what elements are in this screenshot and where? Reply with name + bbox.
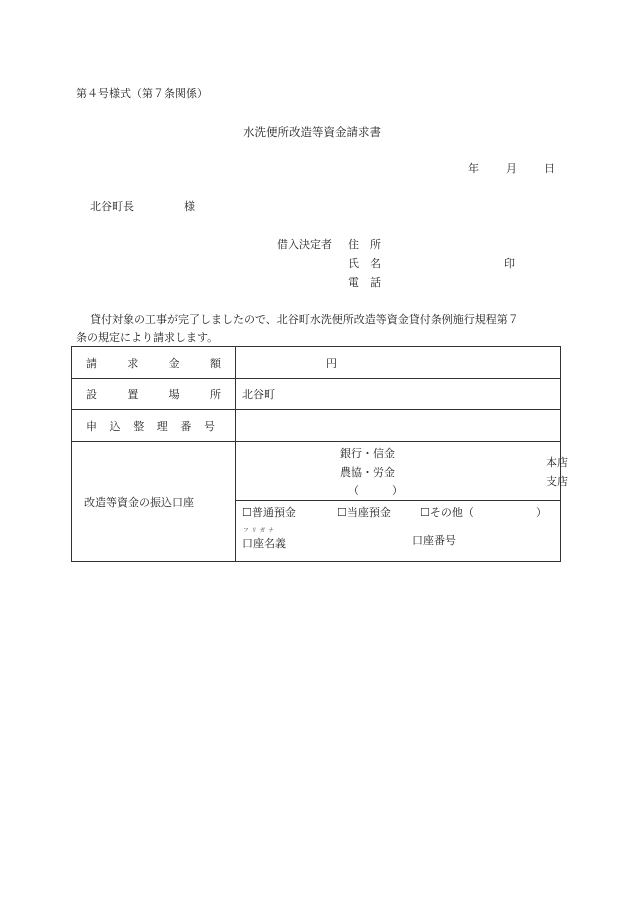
application-number-label-char: 番 xyxy=(180,419,192,433)
application-number-label-char: 理 xyxy=(156,419,168,433)
application-number-label-cell xyxy=(72,410,236,442)
account-number-label: 口座番号 xyxy=(412,534,456,547)
date-line xyxy=(468,160,555,176)
account-name-label: 口座名義 xyxy=(242,537,286,550)
requester-name-label: 氏 名 xyxy=(348,257,381,270)
bank-type-line3: （ ） xyxy=(348,484,403,497)
location-label-cell xyxy=(72,379,236,410)
bank-type-line1: 銀行・信金 xyxy=(340,447,395,460)
account-label-cell xyxy=(72,442,236,562)
branch-head: 本店 xyxy=(546,456,568,469)
form-number: 第４号様式（第７条関係） xyxy=(76,87,208,100)
application-number-label-char: 号 xyxy=(203,419,215,433)
document-title: 水洗便所改造等資金請求書 xyxy=(243,125,381,139)
date-year: 年 xyxy=(468,162,479,175)
application-number-label-char: 整 xyxy=(133,419,145,433)
request-form-table xyxy=(71,346,568,562)
amount-value-cell[interactable] xyxy=(236,347,561,379)
addressee xyxy=(90,198,195,214)
amount-unit: 円 xyxy=(326,356,337,370)
location-label-char: 所 xyxy=(209,388,221,401)
branch-sub: 支店 xyxy=(546,475,568,488)
row-account-bank xyxy=(72,442,561,501)
addressee-name: 北谷町長 xyxy=(90,200,134,213)
location-value-cell[interactable] xyxy=(236,379,561,410)
deposit-ordinary-checkbox[interactable]: ☐普通預金 xyxy=(242,506,296,519)
location-label-char: 置 xyxy=(127,388,139,401)
amount-label-char: 金 xyxy=(168,356,180,370)
location-value: 北谷町 xyxy=(242,388,275,401)
addressee-honorific: 様 xyxy=(184,200,195,213)
body-text-line2: 条の規定により請求します。 xyxy=(76,331,219,344)
amount-label-char: 求 xyxy=(127,356,139,370)
deposit-other-checkbox[interactable]: ☐その他（ xyxy=(420,506,474,519)
account-details-cell[interactable] xyxy=(236,501,561,562)
row-amount xyxy=(72,347,561,379)
requester-phone-label: 電 話 xyxy=(348,276,381,289)
requester-role: 借入決定者 xyxy=(277,238,332,251)
body-text-line1: 貸付対象の工事が完了しましたので、北谷町水洗便所改造等資金貸付条例施行規程第７ xyxy=(90,313,519,326)
application-number-value-cell[interactable] xyxy=(236,410,561,442)
application-number-label-char: 込 xyxy=(109,419,121,433)
location-label-char: 設 xyxy=(86,388,97,401)
application-number-label-char: 申 xyxy=(86,419,97,433)
deposit-current-checkbox[interactable]: ☐当座預金 xyxy=(337,506,391,519)
amount-label-char: 額 xyxy=(209,356,221,370)
date-day: 日 xyxy=(544,162,555,175)
bank-type-line2: 農協・労金 xyxy=(340,466,395,479)
requester-address-label: 住 所 xyxy=(348,238,381,251)
seal-mark: 印 xyxy=(504,257,515,270)
row-location xyxy=(72,379,561,410)
location-label-char: 場 xyxy=(168,388,180,401)
row-application-number xyxy=(72,410,561,442)
amount-label-char: 請 xyxy=(86,356,97,370)
amount-label-cell xyxy=(72,347,236,379)
bank-info-cell[interactable] xyxy=(236,442,568,501)
date-month: 月 xyxy=(506,162,517,175)
account-label: 改造等資金の振込口座 xyxy=(84,495,194,509)
account-name-ruby: フリガナ xyxy=(243,528,277,534)
deposit-other-close: ） xyxy=(536,506,547,519)
